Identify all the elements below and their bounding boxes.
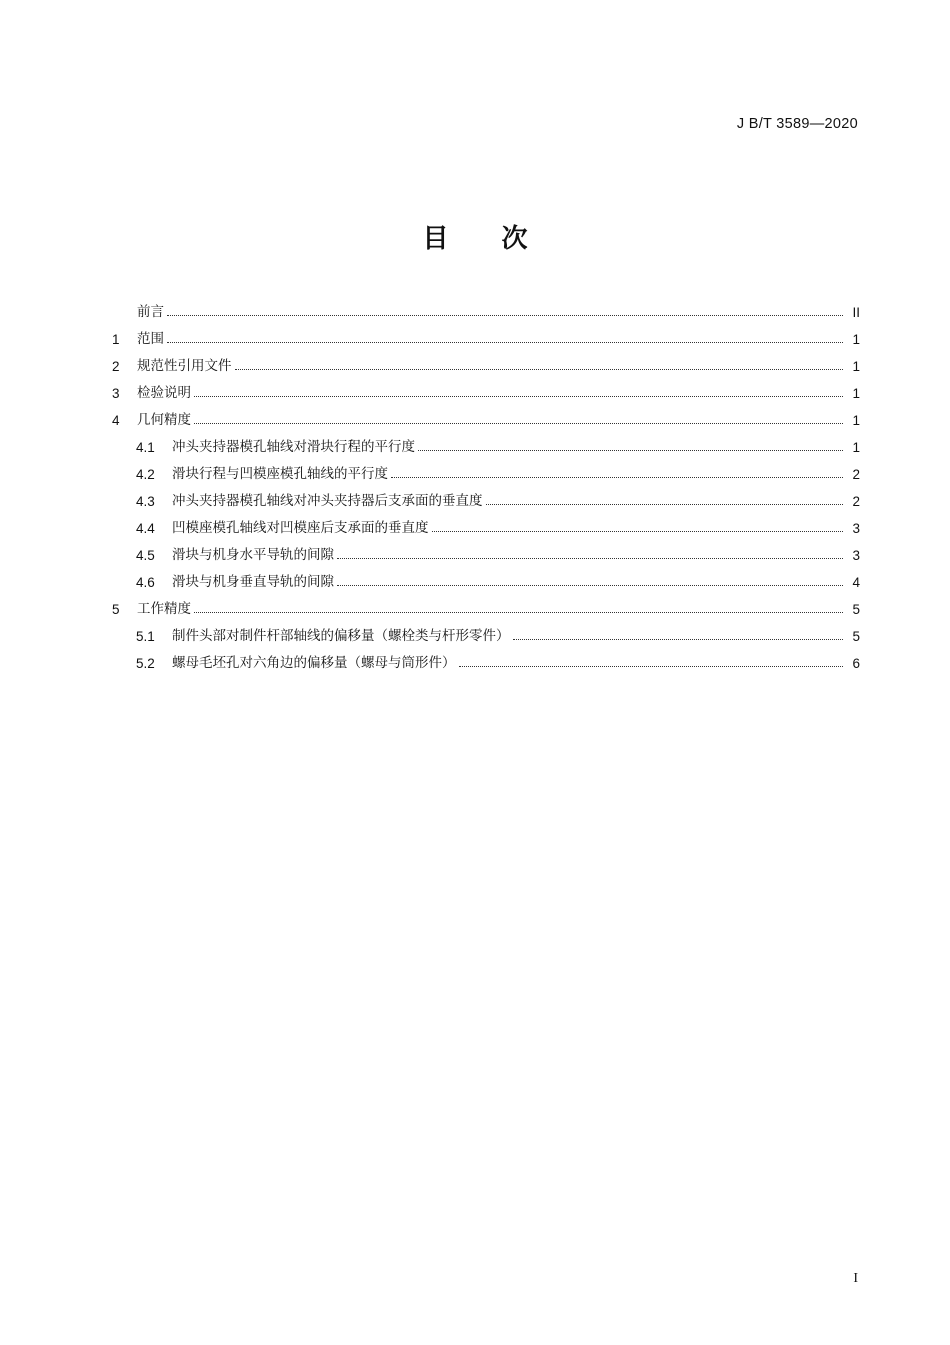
toc-entry-label: 几何精度 bbox=[137, 411, 191, 428]
toc-entry-label: 滑块行程与凹模座模孔轴线的平行度 bbox=[172, 465, 388, 482]
toc-leader-dots bbox=[235, 368, 844, 370]
toc-leader-dots bbox=[418, 449, 843, 451]
page-header-standard-code: J B/T 3589—2020 bbox=[736, 116, 858, 132]
toc-entry-number: 4.4 bbox=[136, 520, 155, 536]
toc-entry-label: 凹模座模孔轴线对凹模座后支承面的垂直度 bbox=[172, 519, 429, 536]
table-of-contents bbox=[112, 292, 860, 670]
toc-entry-label: 制件头部对制件杆部轴线的偏移量（螺栓类与杆形零件） bbox=[172, 627, 510, 644]
toc-leader-dots bbox=[167, 314, 843, 316]
toc-entry-label: 检验说明 bbox=[137, 384, 191, 401]
toc-entry[interactable] bbox=[112, 508, 860, 535]
toc-entry-label: 螺母毛坯孔对六角边的偏移量（螺母与筒形件） bbox=[172, 654, 456, 671]
toc-entry-page-number: 2 bbox=[852, 466, 860, 482]
toc-entry-number: 4.3 bbox=[136, 493, 155, 509]
toc-entry[interactable] bbox=[112, 454, 860, 481]
toc-entry-number: 5 bbox=[112, 601, 120, 617]
toc-entry[interactable] bbox=[112, 643, 860, 670]
toc-entry-label: 规范性引用文件 bbox=[137, 357, 232, 374]
toc-entry-number: 4 bbox=[112, 412, 120, 428]
toc-entry-page-number: II bbox=[852, 304, 860, 320]
toc-entry-number: 1 bbox=[112, 331, 120, 347]
toc-entry-label: 冲头夹持器模孔轴线对滑块行程的平行度 bbox=[172, 438, 415, 455]
toc-entry-page-number: 3 bbox=[852, 520, 860, 536]
toc-entry-label: 滑块与机身垂直导轨的间隙 bbox=[172, 573, 334, 590]
toc-entry[interactable] bbox=[112, 319, 860, 346]
toc-entry[interactable] bbox=[112, 535, 860, 562]
toc-entry[interactable] bbox=[112, 589, 860, 616]
toc-leader-dots bbox=[337, 584, 843, 586]
toc-entry-number: 3 bbox=[112, 385, 120, 401]
toc-entry-page-number: 5 bbox=[852, 601, 860, 617]
toc-leader-dots bbox=[167, 341, 843, 343]
toc-entry-page-number: 6 bbox=[852, 655, 860, 671]
toc-leader-dots bbox=[459, 665, 844, 667]
toc-entry-number: 4.6 bbox=[136, 574, 155, 590]
toc-entry-number: 2 bbox=[112, 358, 120, 374]
toc-entry-label: 工作精度 bbox=[137, 600, 191, 617]
toc-entry[interactable] bbox=[112, 481, 860, 508]
toc-entry-page-number: 5 bbox=[852, 628, 860, 644]
toc-entry-page-number: 4 bbox=[852, 574, 860, 590]
toc-entry-page-number: 1 bbox=[852, 331, 860, 347]
toc-entry-page-number: 3 bbox=[852, 547, 860, 563]
page-title: 目 次 bbox=[422, 224, 550, 254]
toc-entry[interactable] bbox=[112, 427, 860, 454]
toc-entry[interactable] bbox=[112, 562, 860, 589]
toc-entry[interactable] bbox=[112, 346, 860, 373]
toc-leader-dots bbox=[194, 611, 843, 613]
toc-entry-label: 冲头夹持器模孔轴线对冲头夹持器后支承面的垂直度 bbox=[172, 492, 483, 509]
toc-entry[interactable] bbox=[112, 373, 860, 400]
toc-entry-number: 5.2 bbox=[136, 655, 155, 671]
toc-leader-dots bbox=[432, 530, 844, 532]
toc-entry-page-number: 1 bbox=[852, 358, 860, 374]
toc-entry-label: 滑块与机身水平导轨的间隙 bbox=[172, 546, 334, 563]
toc-entry-page-number: 1 bbox=[852, 439, 860, 455]
toc-entry-label: 范围 bbox=[137, 330, 164, 347]
toc-entry[interactable] bbox=[112, 400, 860, 427]
page-number-footer: I bbox=[853, 1271, 858, 1286]
toc-entry[interactable] bbox=[112, 616, 860, 643]
toc-entry[interactable] bbox=[112, 292, 860, 319]
toc-entry-page-number: 1 bbox=[852, 385, 860, 401]
toc-leader-dots bbox=[337, 557, 843, 559]
toc-entry-number: 4.5 bbox=[136, 547, 155, 563]
toc-leader-dots bbox=[194, 422, 843, 424]
toc-entry-page-number: 2 bbox=[852, 493, 860, 509]
toc-entry-page-number: 1 bbox=[852, 412, 860, 428]
toc-entry-number: 4.1 bbox=[136, 439, 155, 455]
toc-leader-dots bbox=[486, 503, 844, 505]
toc-leader-dots bbox=[194, 395, 843, 397]
toc-entry-number: 5.1 bbox=[136, 628, 155, 644]
toc-leader-dots bbox=[391, 476, 843, 478]
toc-entry-label: 前言 bbox=[137, 303, 164, 320]
toc-leader-dots bbox=[513, 638, 844, 640]
toc-entry-number: 4.2 bbox=[136, 466, 155, 482]
